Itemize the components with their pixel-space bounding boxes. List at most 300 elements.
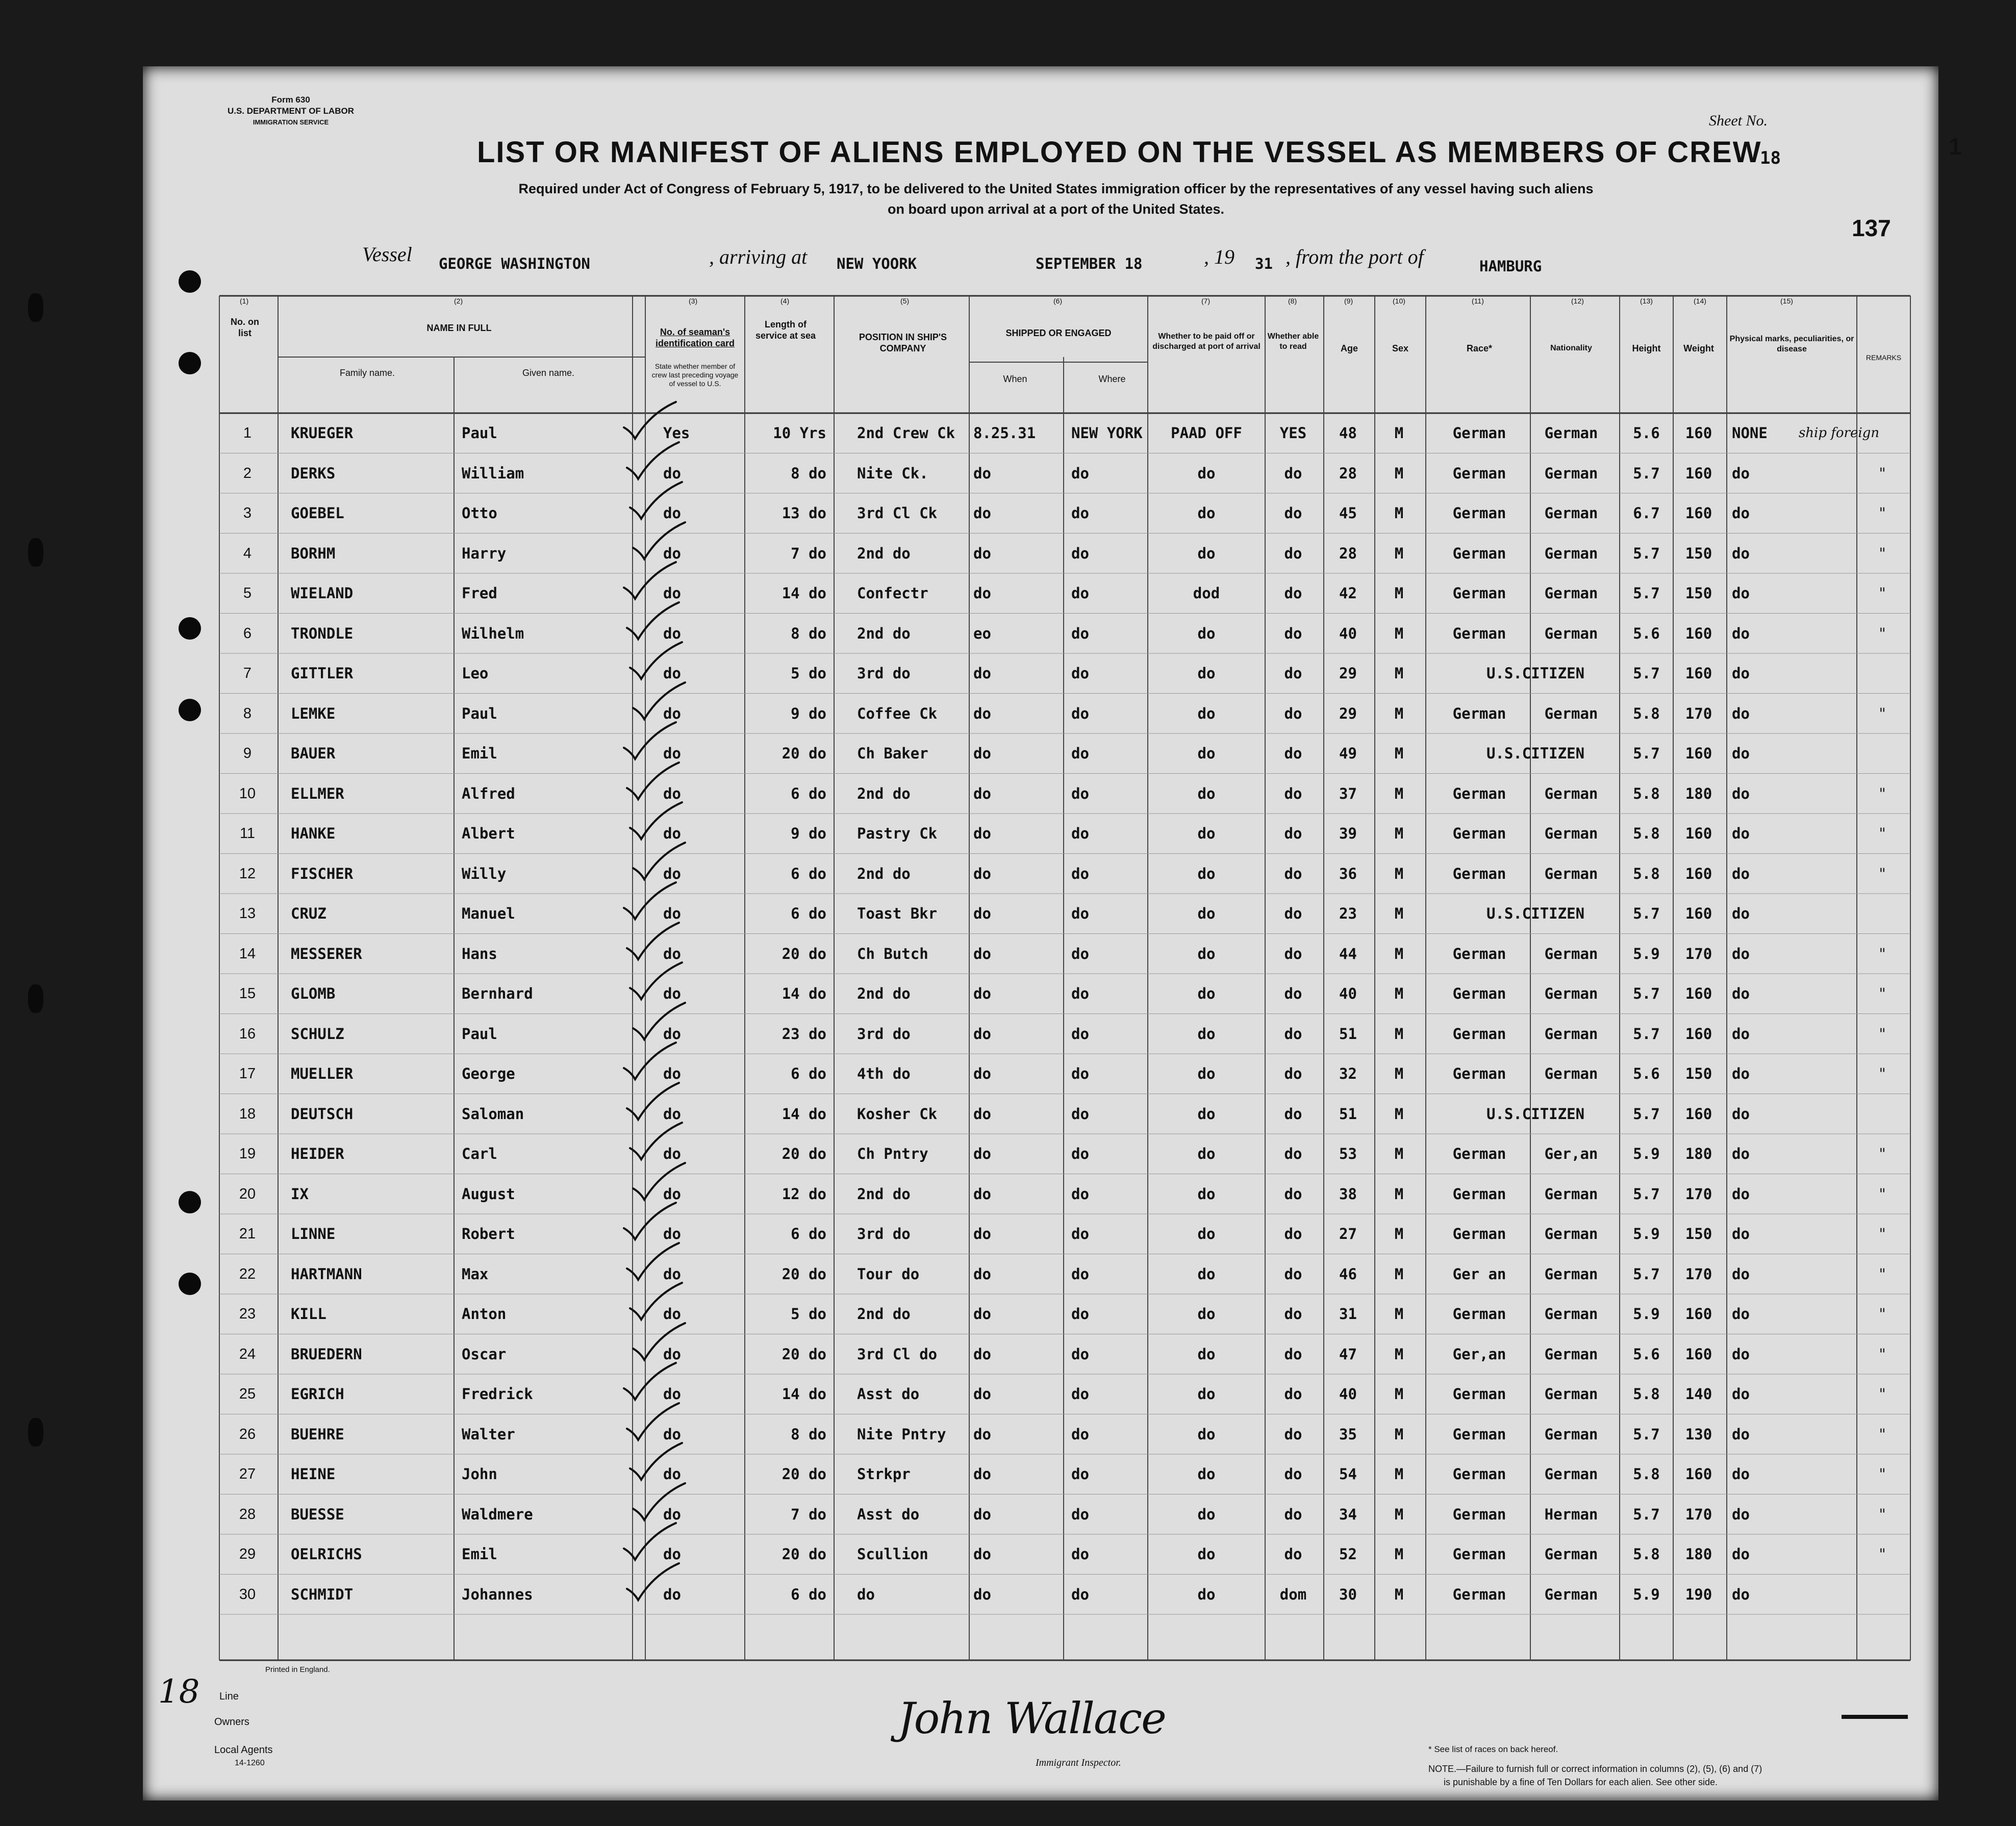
cell-card: do: [663, 1105, 681, 1123]
cell-card: do: [663, 1345, 681, 1363]
cell-given: Paul: [462, 704, 497, 722]
cell-marks: NONE: [1732, 424, 1768, 442]
cell-position: Pastry Ck: [857, 825, 938, 842]
header-age: Age: [1340, 343, 1358, 353]
cell-age: 44: [1339, 945, 1357, 962]
cell-where: do: [1071, 544, 1089, 562]
cell-read: do: [1284, 1025, 1302, 1043]
header-physical-marks: Physical marks, peculiarities, or disease: [1729, 335, 1854, 353]
cell-age: 28: [1339, 544, 1357, 562]
check-mark-icon: [629, 999, 705, 1045]
cell-given: August: [462, 1185, 515, 1203]
cell-remarks: ship foreign: [1798, 425, 1880, 441]
cell-race: German: [1452, 784, 1506, 802]
cell-sex: M: [1394, 985, 1404, 1002]
cell-paid: do: [1197, 1105, 1216, 1123]
cell-family: OELRICHS: [291, 1545, 362, 1563]
table-row: [0, 1134, 2016, 1174]
cell-weight: 160: [1685, 825, 1712, 842]
cell-age: 35: [1339, 1425, 1357, 1443]
cell-sex: M: [1394, 945, 1404, 962]
cell-height: 5.8: [1633, 1465, 1660, 1483]
cell-race: German: [1452, 1065, 1506, 1082]
cell-given: Harry: [462, 544, 507, 562]
cell-age: 28: [1339, 464, 1357, 482]
cell-marks: do: [1732, 585, 1750, 602]
cell-marks: do: [1732, 1545, 1750, 1563]
cell-sex: M: [1394, 905, 1404, 922]
cell-marks: do: [1732, 825, 1750, 842]
check-mark-icon: [626, 1279, 702, 1325]
cell-service: 14 do: [782, 1105, 826, 1123]
cell-card: do: [663, 865, 681, 882]
cell-age: 30: [1339, 1585, 1357, 1603]
cell-read: do: [1284, 825, 1302, 842]
sheet-label: Sheet No.: [1709, 112, 1768, 129]
table-row: [0, 814, 2016, 853]
cell-remarks: ": [1879, 1185, 1886, 1203]
cell-height: 5.6: [1633, 424, 1660, 442]
form-number: Form 630: [271, 95, 310, 105]
fine-note-1: NOTE.—Failure to furnish full or correct information in columns (2), (5), (6) and (7): [1428, 1764, 1762, 1774]
cell-remarks: ": [1879, 784, 1886, 802]
cell-sex: M: [1394, 745, 1404, 762]
cell-height: 5.7: [1633, 1505, 1660, 1523]
cell-where: do: [1071, 624, 1089, 642]
check-mark-icon: [629, 1479, 705, 1525]
cell-card: do: [663, 1305, 681, 1323]
cell-nationality: German: [1544, 784, 1598, 802]
cell-remarks: ": [1879, 985, 1886, 1002]
check-mark-icon: [620, 718, 696, 764]
cell-age: 40: [1339, 1385, 1357, 1403]
cell-no: 30: [239, 1586, 256, 1603]
cell-height: 5.9: [1633, 945, 1660, 962]
inspector-title: Immigrant Inspector.: [1036, 1757, 1121, 1768]
vessel-name: GEORGE WASHINGTON: [439, 255, 590, 272]
cell-given: Hans: [462, 945, 497, 962]
cell-where: do: [1071, 1305, 1089, 1323]
cell-read: dom: [1279, 1585, 1307, 1603]
cell-service: 20 do: [782, 1145, 826, 1162]
cell-marks: do: [1732, 1185, 1750, 1203]
cell-remarks: ": [1879, 1385, 1886, 1403]
cell-weight: 160: [1685, 1345, 1712, 1363]
cell-given: Manuel: [462, 905, 515, 922]
cell-given: Waldmere: [462, 1505, 533, 1523]
cell-no: 5: [243, 585, 252, 601]
cell-sex: M: [1394, 704, 1404, 722]
cell-sex: M: [1394, 1065, 1404, 1082]
cell-when: do: [973, 704, 991, 722]
cell-race: German: [1452, 1025, 1506, 1043]
cell-service: 20 do: [782, 1465, 826, 1483]
cell-position: 2nd do: [857, 865, 911, 882]
cell-paid: dod: [1193, 585, 1220, 602]
cell-no: 23: [239, 1306, 256, 1322]
cell-given: Emil: [462, 1545, 497, 1563]
header-family-name: Family name.: [339, 368, 395, 378]
cell-age: 31: [1339, 1305, 1357, 1323]
check-mark-icon: [626, 478, 702, 524]
check-mark-icon: [629, 1159, 705, 1205]
cell-no: 4: [243, 545, 252, 562]
cell-service: 13 do: [782, 504, 826, 522]
cell-no: 25: [239, 1386, 256, 1402]
cell-read: do: [1284, 1065, 1302, 1082]
cell-position: Ch Butch: [857, 945, 928, 962]
cell-race: German: [1452, 1545, 1506, 1563]
cell-given: Fredrick: [462, 1385, 533, 1403]
cell-card: do: [663, 905, 681, 922]
header-service: Length of service at sea: [755, 319, 816, 341]
cell-position: Asst do: [857, 1505, 920, 1523]
cell-marks: do: [1732, 985, 1750, 1002]
cell-sex: M: [1394, 865, 1404, 882]
cell-age: 37: [1339, 784, 1357, 802]
cell-family: BAUER: [291, 745, 336, 762]
cell-card: do: [663, 784, 681, 802]
header-remarks: REMARKS: [1866, 353, 1902, 362]
cell-no: 21: [239, 1226, 256, 1242]
cell-sex: M: [1394, 1585, 1404, 1603]
column-number-2: (2): [454, 297, 463, 305]
cell-when: do: [973, 825, 991, 842]
cell-card: do: [663, 1545, 681, 1563]
arrival-date: SEPTEMBER 18: [1036, 255, 1143, 272]
check-mark-icon: [623, 1079, 699, 1125]
check-mark-icon: [620, 1359, 696, 1405]
cell-family: ELLMER: [291, 784, 344, 802]
cell-service: 14 do: [782, 585, 826, 602]
cell-service: 8 do: [791, 1425, 826, 1443]
cell-height: 5.7: [1633, 905, 1660, 922]
cell-paid: do: [1197, 1305, 1216, 1323]
cell-where: do: [1071, 1265, 1089, 1283]
cell-read: do: [1284, 1505, 1302, 1523]
cell-card: do: [663, 1425, 681, 1443]
cell-nationality: German: [1544, 1025, 1598, 1043]
cell-height: 5.8: [1633, 825, 1660, 842]
cell-marks: do: [1732, 945, 1750, 962]
cell-race: German: [1452, 464, 1506, 482]
cell-marks: do: [1732, 665, 1750, 682]
cell-no: 1: [243, 425, 252, 441]
cell-race: German: [1452, 1225, 1506, 1242]
cell-sex: M: [1394, 1265, 1404, 1283]
cell-race: German: [1452, 504, 1506, 522]
check-mark-icon: [623, 919, 699, 965]
cell-service: 9 do: [791, 704, 826, 722]
handwritten-sheet-number: 18: [158, 1673, 200, 1711]
header-height: Height: [1632, 343, 1661, 353]
cell-weight: 150: [1685, 1225, 1712, 1242]
header-sex: Sex: [1392, 343, 1409, 353]
cell-position: 2nd do: [857, 624, 911, 642]
header-list-no: No. on list: [231, 317, 259, 338]
cell-given: William: [462, 464, 524, 482]
cell-when: do: [973, 784, 991, 802]
cell-where: do: [1071, 1105, 1089, 1123]
header-name-in-full: NAME IN FULL: [426, 323, 492, 333]
cell-weight: 160: [1685, 905, 1712, 922]
cell-when: do: [973, 985, 991, 1002]
cell-where: do: [1071, 945, 1089, 962]
cell-read: do: [1284, 784, 1302, 802]
table-row: [0, 573, 2016, 613]
cell-when: do: [973, 745, 991, 762]
cell-nationality: German: [1544, 585, 1598, 602]
cell-weight: 160: [1685, 1025, 1712, 1043]
cell-no: 12: [239, 865, 256, 882]
cell-position: 3rd Cl do: [857, 1345, 938, 1363]
check-mark-icon: [623, 438, 699, 484]
cell-height: 5.9: [1633, 1145, 1660, 1162]
cell-read: do: [1284, 1145, 1302, 1162]
cell-remarks: ": [1879, 1345, 1886, 1363]
cell-read: do: [1284, 1225, 1302, 1242]
cell-when: do: [973, 1585, 991, 1603]
cell-position: 3rd Cl Ck: [857, 504, 938, 522]
cell-family: GLOMB: [291, 985, 336, 1002]
cell-no: 28: [239, 1506, 256, 1523]
cell-where: do: [1071, 1225, 1089, 1242]
cell-no: 14: [239, 945, 256, 962]
inspector-signature: John Wallace: [898, 1693, 1166, 1743]
cell-paid: do: [1197, 544, 1216, 562]
cell-when: do: [973, 945, 991, 962]
cell-age: 45: [1339, 504, 1357, 522]
cell-weight: 160: [1685, 624, 1712, 642]
cell-height: 5.8: [1633, 784, 1660, 802]
cell-no: 20: [239, 1185, 256, 1202]
cell-nationality: U.S.CITIZEN: [1486, 905, 1585, 922]
cell-age: 29: [1339, 665, 1357, 682]
cell-paid: do: [1197, 905, 1216, 922]
cell-sex: M: [1394, 1345, 1404, 1363]
cell-where: do: [1071, 704, 1089, 722]
cell-race: German: [1452, 825, 1506, 842]
cell-where: do: [1071, 745, 1089, 762]
cell-family: DERKS: [291, 464, 336, 482]
cell-given: George: [462, 1065, 515, 1082]
cell-family: BORHM: [291, 544, 336, 562]
cell-where: do: [1071, 1425, 1089, 1443]
cell-height: 5.8: [1633, 865, 1660, 882]
cell-remarks: ": [1879, 544, 1886, 562]
cell-service: 6 do: [791, 784, 826, 802]
cell-where: NEW YORK: [1071, 424, 1143, 442]
cell-remarks: ": [1879, 1225, 1886, 1242]
cell-age: 27: [1339, 1225, 1357, 1242]
cell-read: do: [1284, 985, 1302, 1002]
table-row: [0, 854, 2016, 894]
cell-service: 9 do: [791, 825, 826, 842]
cell-position: Tour do: [857, 1265, 920, 1283]
cell-weight: 160: [1685, 1105, 1712, 1123]
cell-race: German: [1452, 1145, 1506, 1162]
cell-nationality: German: [1544, 1185, 1598, 1203]
cell-where: do: [1071, 865, 1089, 882]
cell-family: FISCHER: [291, 865, 354, 882]
cell-height: 5.9: [1633, 1305, 1660, 1323]
cell-sex: M: [1394, 464, 1404, 482]
cell-sex: M: [1394, 1465, 1404, 1483]
cell-service: 6 do: [791, 1225, 826, 1242]
cell-read: do: [1284, 945, 1302, 962]
table-row: [0, 1534, 2016, 1574]
cell-position: Kosher Ck: [857, 1105, 938, 1123]
arrival-year: 31: [1255, 255, 1273, 272]
cell-paid: PAAD OFF: [1171, 424, 1242, 442]
header-given-name: Given name.: [522, 368, 575, 378]
cell-when: do: [973, 905, 991, 922]
cell-remarks: ": [1879, 1065, 1886, 1082]
table-row: [0, 774, 2016, 814]
cell-sex: M: [1394, 624, 1404, 642]
cell-given: John: [462, 1465, 497, 1483]
cell-no: 13: [239, 905, 256, 922]
cell-read: do: [1284, 665, 1302, 682]
cell-nationality: German: [1544, 1385, 1598, 1403]
cell-age: 38: [1339, 1185, 1357, 1203]
cell-where: do: [1071, 1585, 1089, 1603]
cell-service: 10 Yrs: [773, 424, 826, 442]
cell-given: Oscar: [462, 1345, 507, 1363]
column-number-14: (14): [1694, 297, 1706, 305]
cell-position: Ch Baker: [857, 745, 928, 762]
cell-card: do: [663, 585, 681, 602]
cell-height: 5.7: [1633, 464, 1660, 482]
cell-card: do: [663, 624, 681, 642]
cell-weight: 170: [1685, 1185, 1712, 1203]
cell-family: EGRICH: [291, 1385, 344, 1403]
cell-where: do: [1071, 784, 1089, 802]
cell-sex: M: [1394, 1425, 1404, 1443]
cell-read: do: [1284, 1425, 1302, 1443]
cell-given: Johannes: [462, 1585, 533, 1603]
cell-card: do: [663, 1385, 681, 1403]
cell-nationality: German: [1544, 1065, 1598, 1082]
cell-read: do: [1284, 1105, 1302, 1123]
cell-where: do: [1071, 825, 1089, 842]
cell-weight: 160: [1685, 1465, 1712, 1483]
cell-card: do: [663, 1505, 681, 1523]
cell-race: German: [1452, 1185, 1506, 1203]
cell-race: German: [1452, 1305, 1506, 1323]
cell-service: 20 do: [782, 1345, 826, 1363]
header-where: Where: [1098, 374, 1126, 384]
cell-height: 6.7: [1633, 504, 1660, 522]
cell-no: 15: [239, 985, 256, 1002]
cell-weight: 130: [1685, 1425, 1712, 1443]
column-number-5: (5): [900, 297, 910, 305]
cell-age: 46: [1339, 1265, 1357, 1283]
cell-service: 8 do: [791, 464, 826, 482]
cell-marks: do: [1732, 624, 1750, 642]
cell-remarks: ": [1879, 1305, 1886, 1323]
cell-given: Albert: [462, 825, 515, 842]
cell-marks: do: [1732, 1385, 1750, 1403]
cell-given: Carl: [462, 1145, 497, 1162]
cell-given: Bernhard: [462, 985, 533, 1002]
from-port-label: , from the port of: [1286, 245, 1424, 268]
cell-when: do: [973, 504, 991, 522]
cell-position: 4th do: [857, 1065, 911, 1082]
header-position: POSITION IN SHIP'S COMPANY: [859, 332, 947, 353]
cell-when: do: [973, 464, 991, 482]
cell-position: Toast Bkr: [857, 905, 938, 922]
cell-sex: M: [1394, 1305, 1404, 1323]
cell-marks: do: [1732, 784, 1750, 802]
cell-race: German: [1452, 945, 1506, 962]
cell-height: 5.7: [1633, 1025, 1660, 1043]
cell-card: do: [663, 665, 681, 682]
service: IMMIGRATION SERVICE: [253, 118, 329, 126]
line-label: Line: [219, 1691, 239, 1702]
cell-given: Wilhelm: [462, 624, 524, 642]
cell-age: 49: [1339, 745, 1357, 762]
cell-marks: do: [1732, 1585, 1750, 1603]
cell-service: 6 do: [791, 905, 826, 922]
cell-sex: M: [1394, 1105, 1404, 1123]
cell-race: German: [1452, 585, 1506, 602]
cell-given: Willy: [462, 865, 507, 882]
cell-family: MESSERER: [291, 945, 362, 962]
header-nationality: Nationality: [1550, 344, 1592, 352]
table-row: [0, 413, 2016, 453]
cell-no: 19: [239, 1146, 256, 1162]
cell-family: SCHULZ: [291, 1025, 344, 1043]
cell-age: 29: [1339, 704, 1357, 722]
cell-family: GOEBEL: [291, 504, 344, 522]
cell-marks: do: [1732, 905, 1750, 922]
cell-weight: 160: [1685, 865, 1712, 882]
cell-marks: do: [1732, 1505, 1750, 1523]
cell-nationality: German: [1544, 865, 1598, 882]
cell-position: do: [857, 1585, 875, 1603]
cell-given: Alfred: [462, 784, 515, 802]
check-mark-icon: [626, 1119, 702, 1164]
cell-when: do: [973, 1265, 991, 1283]
cell-card: do: [663, 1065, 681, 1082]
table-row: [0, 534, 2016, 573]
cell-when: 8.25.31: [973, 424, 1036, 442]
cell-remarks: ": [1879, 1425, 1886, 1443]
cell-no: 10: [239, 785, 256, 802]
cell-no: 8: [243, 705, 252, 722]
header-when: When: [1003, 374, 1027, 384]
table-row: [0, 493, 2016, 533]
check-mark-icon: [626, 798, 702, 844]
cell-service: 20 do: [782, 745, 826, 762]
printed-in: Printed in England.: [265, 1665, 330, 1674]
cell-paid: do: [1197, 1345, 1216, 1363]
cell-card: do: [663, 1025, 681, 1043]
cell-paid: do: [1197, 1425, 1216, 1443]
cell-given: Anton: [462, 1305, 507, 1323]
cell-service: 7 do: [791, 1505, 826, 1523]
cell-read: do: [1284, 624, 1302, 642]
cell-height: 5.6: [1633, 1065, 1660, 1082]
cell-card: do: [663, 1145, 681, 1162]
cell-paid: do: [1197, 985, 1216, 1002]
cell-weight: 160: [1685, 424, 1712, 442]
cell-read: do: [1284, 544, 1302, 562]
cell-weight: 150: [1685, 544, 1712, 562]
cell-position: 2nd do: [857, 544, 911, 562]
cell-card: do: [663, 1265, 681, 1283]
